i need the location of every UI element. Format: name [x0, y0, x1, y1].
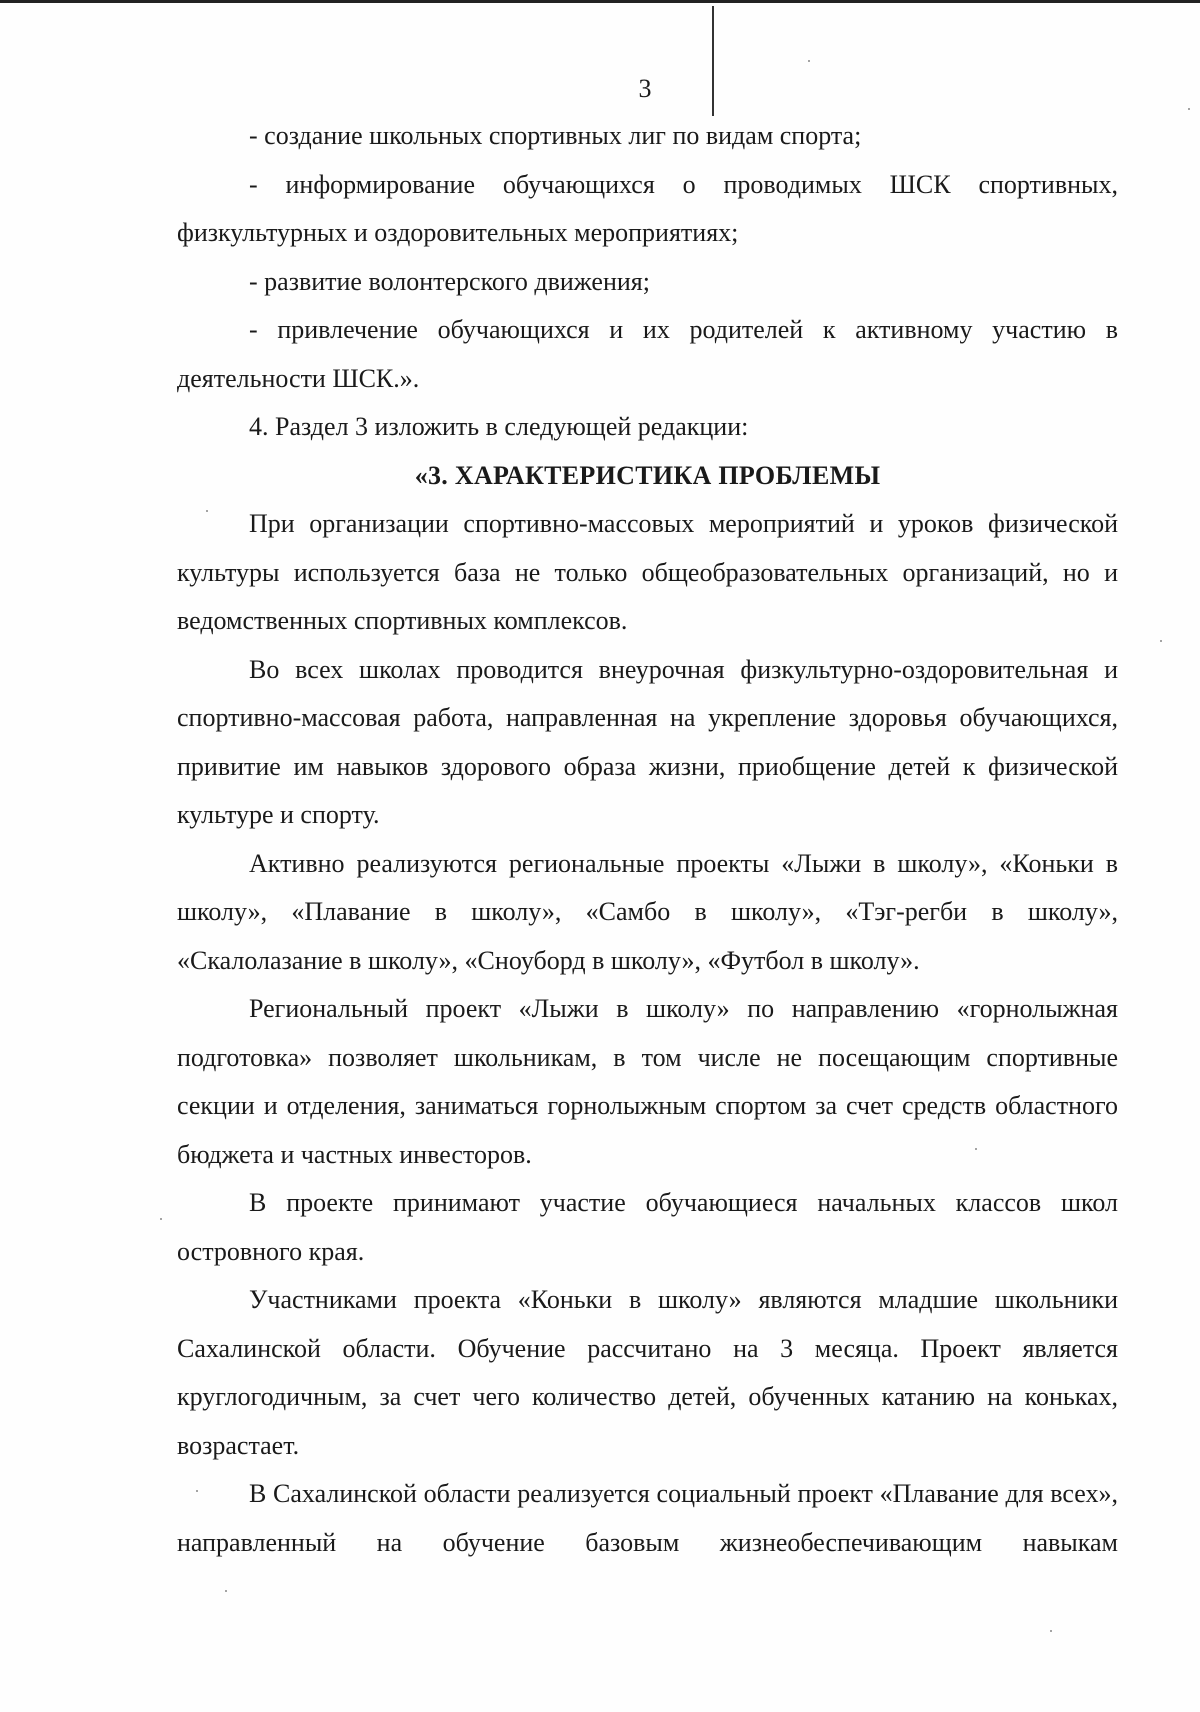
paragraph-list-item-1: - создание школьных спортивных лиг по видам спорта;: [249, 121, 862, 150]
paragraph-ski-project: Региональный проект «Лыжи в школу» по направлению «горнолыжная подготовка» позволяет школьникам, в том числе не посещающим спортивные секции и отделения, заниматься горнолыжным спортом за счет средств областного бюджета и частных инвесторов.: [177, 994, 1118, 1169]
scan-speck: [1188, 108, 1190, 110]
paragraph-list-item-2: - информирование обучающихся о проводимых ШСК спортивных, физкультурных и оздоровительных мероприятиях;: [177, 169, 1118, 247]
paragraph-amendment-4: 4. Раздел 3 изложить в следующей редакции:: [249, 412, 749, 441]
scan-speck: [808, 60, 810, 62]
scan-speck: [1050, 1630, 1052, 1632]
scan-speck: [1160, 640, 1162, 642]
paragraph-schools: Во всех школах проводится внеурочная физкультурно-оздоровительная и спортивно-массовая работа, направленная на укрепление здоровья обучающихся, привитие им навыков здорового образа жизни, приобщение детей к физической культуре и спорту.: [177, 654, 1118, 829]
paragraph-organization: При организации спортивно-массовых мероприятий и уроков физической культуры используется база не только общеобразовательных организаций, но и ведомственных спортивных комплексов.: [177, 509, 1118, 635]
paragraph-participants: В проекте принимают участие обучающиеся начальных классов школ островного края.: [177, 1188, 1118, 1266]
paragraph-list-item-3: - развитие волонтерского движения;: [249, 266, 650, 296]
paragraph-list-item-4: - привлечение обучающихся и их родителей к активному участию в деятельности ШСК.».: [177, 315, 1118, 393]
paragraph-swimming-project: В Сахалинской области реализуется социальный проект «Плавание для всех», направленный на обучение базовым жизнеобеспечивающим навыкам: [177, 1479, 1118, 1557]
page-number: 3: [638, 74, 652, 103]
paragraph-skates-project: Участниками проекта «Коньки в школу» являются младшие школьники Сахалинской области. Обучение рассчитано на 3 месяца. Проект является круглогодичным, за счет чего количество детей, обученных катанию на коньках, возрастает.: [177, 1285, 1118, 1460]
section-heading: «3. ХАРАКТЕРИСТИКА ПРОБЛЕМЫ: [414, 460, 881, 490]
scan-artifact-line: [712, 6, 714, 116]
scan-speck: [196, 1490, 198, 1492]
top-border-line: [0, 0, 1200, 3]
document-body: [177, 112, 1118, 1567]
paragraph-regional-projects: Активно реализуются региональные проекты «Лыжи в школу», «Коньки в школу», «Плавание в школу», «Самбо в школу», «Тэг-регби в школу», «Скалолазание в школу», «Сноуборд в школу», «Футбол в школу».: [177, 848, 1118, 975]
scan-speck: [160, 1218, 162, 1220]
scan-speck: [975, 1148, 977, 1150]
scan-speck: [206, 510, 208, 512]
scan-speck: [225, 1590, 227, 1592]
